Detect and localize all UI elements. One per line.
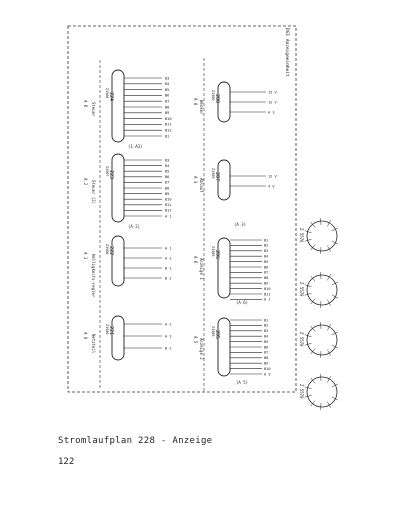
pin-label: A 2 xyxy=(165,256,172,261)
module-side-label: Helligkeits-regler xyxy=(91,254,96,298)
module-label: 223 xyxy=(108,170,114,180)
pin-label: B 2 xyxy=(165,346,172,351)
tube-circle xyxy=(307,377,337,407)
pin-label: B5 xyxy=(165,169,170,174)
tube-2 xyxy=(299,272,338,308)
tube-label: Z 5570 xyxy=(299,282,304,297)
module-label: 206 xyxy=(214,250,220,260)
module-221 xyxy=(83,316,172,360)
tube-pin xyxy=(320,351,321,358)
pin-label: B5 xyxy=(165,87,170,92)
module-label: 208 xyxy=(214,94,220,104)
module-side-ref: A 2 xyxy=(83,178,88,186)
module-side-label: Ablauf xyxy=(199,178,204,193)
pin-label: B12 xyxy=(165,208,172,213)
pin-label: 15 V xyxy=(268,90,277,95)
pin-label: B1 xyxy=(165,134,170,139)
pin-label: B7 xyxy=(264,270,269,275)
pin-label: B7 xyxy=(165,180,170,185)
module-206 xyxy=(193,238,271,305)
module-label: 221 xyxy=(108,326,114,336)
pin-label: A 3 xyxy=(165,334,172,339)
tube-label: Z 5570 xyxy=(299,384,304,399)
pin-label: B10 xyxy=(264,286,271,291)
pin-label: B6 xyxy=(264,265,269,270)
module-block xyxy=(112,316,124,360)
pin-label: B11 xyxy=(264,292,271,297)
pin-label: A 1 xyxy=(165,214,172,219)
pin-label: B6 xyxy=(165,93,170,98)
module-sublabel: Z1909 xyxy=(211,246,215,257)
tube-3 xyxy=(299,322,338,358)
pin-label: B7 xyxy=(264,350,269,355)
module-bottom-ref: (1-A3) xyxy=(128,144,143,149)
pin-label: A 1 xyxy=(165,246,172,251)
module-sublabel: Z1909 xyxy=(211,326,215,337)
module-side-ref: A 5 xyxy=(193,336,198,344)
module-bottom-ref: (A 3) xyxy=(234,222,247,227)
module-side-ref: A 8 xyxy=(193,98,198,106)
pin-label: B6 xyxy=(165,175,170,180)
module-label: 205 xyxy=(214,330,220,340)
frame-border xyxy=(68,26,296,392)
pin-label: B2 xyxy=(264,243,269,248)
module-sublabel: Z3907 xyxy=(105,166,109,177)
module-side-label: Wecker xyxy=(199,100,204,115)
module-bottom-ref: (A 6) xyxy=(236,300,249,305)
pin-label: B9 xyxy=(264,361,269,366)
tube-circle xyxy=(307,325,337,355)
pin-label: B4 xyxy=(264,334,269,339)
pin-label: B2 xyxy=(264,323,269,328)
module-side-label: Steuer (2) xyxy=(91,180,96,205)
pin-label: B3 xyxy=(165,76,170,81)
pin-label: A 3 xyxy=(268,110,275,115)
module-sublabel: Z1909 xyxy=(211,90,215,101)
tube-pin xyxy=(320,272,321,279)
tube-pin xyxy=(320,403,321,410)
module-side-ref: A 0 xyxy=(83,332,88,340)
frame-title: DG1 Anzeigeeinheit xyxy=(284,28,289,77)
pin-label: B9 xyxy=(165,191,170,196)
pin-label: B3 xyxy=(264,249,269,254)
page-number: 122 xyxy=(58,457,75,467)
module-side-ref: A 6 xyxy=(83,100,88,108)
pin-label: B8 xyxy=(165,186,170,191)
module-side-label: Anzeige 2 xyxy=(199,338,204,360)
module-bottom-ref: (A-2) xyxy=(128,224,141,229)
tube-pin xyxy=(320,322,321,329)
pin-label: B3 xyxy=(165,158,170,163)
module-208 xyxy=(193,82,277,122)
pin-label: B 1 xyxy=(165,266,172,271)
module-sublabel: Z1906 xyxy=(105,88,109,99)
pin-label: B8 xyxy=(165,105,170,110)
tube-4 xyxy=(299,374,338,410)
pin-label: B6 xyxy=(264,345,269,350)
pin-label: B5 xyxy=(264,339,269,344)
module-sublabel: Z1906 xyxy=(105,324,109,335)
pin-label: B1 xyxy=(264,238,269,243)
pin-label: B10 xyxy=(165,116,172,121)
pin-label: B11 xyxy=(165,122,172,127)
module-side-ref: A 1 xyxy=(83,252,88,260)
module-sublabel: Z3906 xyxy=(105,244,109,255)
module-block xyxy=(218,318,230,376)
tube-pin xyxy=(320,218,321,225)
module-bottom-ref: (A 5) xyxy=(236,380,249,385)
tube-pin xyxy=(320,301,321,308)
tube-circle xyxy=(307,275,337,305)
pin-label: B8 xyxy=(264,356,269,361)
module-block xyxy=(112,236,124,286)
figure-caption: Stromlaufplan 228 - Anzeige xyxy=(58,436,213,446)
module-block xyxy=(112,154,124,222)
module-207 xyxy=(193,160,277,227)
pin-label: 4 V xyxy=(268,184,275,189)
tube-pin xyxy=(320,247,321,254)
pin-label: B10 xyxy=(165,197,172,202)
tube-1 xyxy=(299,218,338,254)
tube-circle xyxy=(307,221,337,251)
module-block xyxy=(218,238,230,298)
pin-label: 12 V xyxy=(268,174,277,179)
pin-label: B4 xyxy=(165,82,170,87)
pin-label: B10 xyxy=(264,366,271,371)
tube-label: Z 5570 xyxy=(299,332,304,347)
pin-label: B3 xyxy=(264,329,269,334)
pin-label: A 3 xyxy=(264,372,271,377)
module-side-label: Steuer xyxy=(91,102,96,117)
module-block xyxy=(112,70,124,142)
module-side-label: Netzteil xyxy=(91,334,96,354)
pin-label: 12 V xyxy=(268,100,277,105)
module-label: 224 xyxy=(108,92,114,102)
pin-label: B8 xyxy=(264,276,269,281)
module-side-ref: A 3 xyxy=(193,176,198,184)
module-label: 207 xyxy=(214,172,220,182)
pin-label: B12 xyxy=(165,128,172,133)
pin-label: A 2 xyxy=(165,322,172,327)
pin-label: B1 xyxy=(264,318,269,323)
pin-label: B5 xyxy=(264,259,269,264)
tube-label: Z 5570 xyxy=(299,228,304,243)
module-222 xyxy=(83,236,172,298)
pin-label: B9 xyxy=(165,111,170,116)
module-224 xyxy=(83,70,172,149)
module-label: 222 xyxy=(108,246,114,256)
pin-label: B4 xyxy=(264,254,269,259)
pin-label: B 2 xyxy=(165,276,172,281)
pin-label: B9 xyxy=(264,281,269,286)
module-223 xyxy=(83,154,172,229)
module-side-ref: A 6 xyxy=(193,256,198,264)
module-205 xyxy=(193,318,271,385)
pin-label: A 1 xyxy=(264,297,271,302)
pin-label: B7 xyxy=(165,99,170,104)
tube-pin xyxy=(320,374,321,381)
pin-label: B4 xyxy=(165,163,170,168)
module-side-label: Anzeige 1 xyxy=(199,258,204,280)
module-sublabel: Z1909 xyxy=(211,168,215,179)
pin-label: B11 xyxy=(165,203,172,208)
